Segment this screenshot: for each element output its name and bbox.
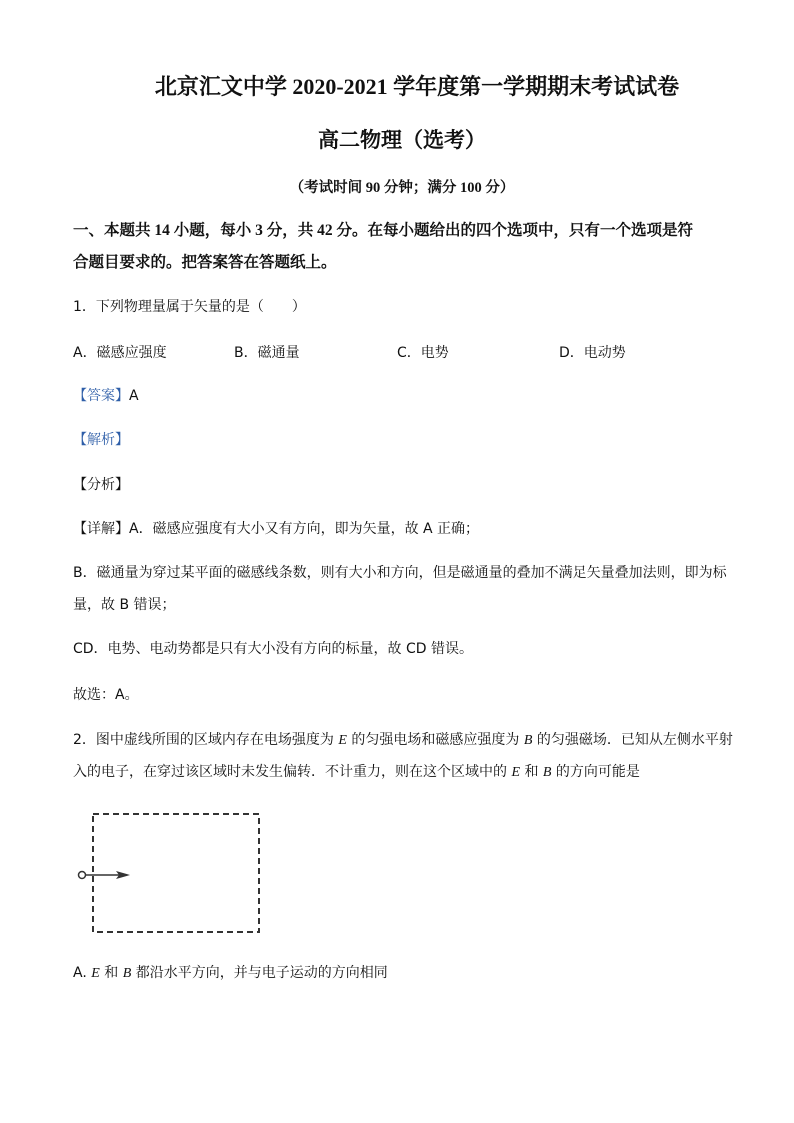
text-fragment: 的匀强电场和磁感应强度为 <box>346 732 524 748</box>
symbol-b: B <box>122 966 132 981</box>
question1-stem: 1．下列物理量属于矢量的是（ ） <box>73 299 306 315</box>
exam-title: 北京汇文中学 2020-2021 学年度第一学期期末考试试卷 <box>154 74 680 99</box>
detail-line2: B．磁通量为穿过某平面的磁感线条数，则有大小和方向，但是磁通量的叠加不满足矢量叠加法则，即为标 <box>73 565 727 581</box>
analysis-label: 【解析】 <box>73 432 129 448</box>
option-letter: D． <box>559 345 584 361</box>
question2-option-a <box>73 964 388 983</box>
symbol-b: B <box>523 733 533 748</box>
answer-label: 【答案】 <box>73 388 129 404</box>
section-instruction-line2: 合题目要求的。把答案答在答题纸上。 <box>73 254 337 271</box>
option-text: 电动势 <box>583 345 626 361</box>
text-fragment: 入的电子，在穿过该区域时未发生偏转．不计重力，则在这个区域中的 <box>73 764 512 780</box>
text-fragment: 的匀强磁场．已知从左侧水平射 <box>532 732 733 748</box>
option-letter: A． <box>73 345 97 361</box>
question2-stem-line1 <box>73 731 733 750</box>
exam-info: （考试时间 90 分钟；满分 100 分） <box>289 180 515 196</box>
text-fragment: 和 <box>520 764 543 780</box>
question1-option-b <box>234 342 300 362</box>
detail-line4: CD．电势、电动势都是只有大小没有方向的标量，故 CD 错误。 <box>73 641 474 657</box>
detail-label: 【详解】 <box>73 521 129 537</box>
option-text: 磁通量 <box>257 345 300 361</box>
symbol-e: E <box>338 733 347 748</box>
option-letter: B． <box>234 345 258 361</box>
option-letter: A. <box>73 965 92 981</box>
detail-line3: 量，故 B 错误； <box>73 597 176 613</box>
question1-option-d <box>559 342 626 362</box>
text-fragment: 2．图中虚线所围的区域内存在电场强度为 <box>73 732 339 748</box>
option-text: 磁感应强度 <box>96 345 167 361</box>
detail-line1 <box>73 520 479 538</box>
question1-answer <box>73 387 139 405</box>
section-instruction-line1: 一、本题共 14 小题，每小 3 分，共 42 分。在每小题给出的四个选项中，只有一个选项是符 <box>73 222 694 239</box>
field-region-figure <box>76 810 272 936</box>
symbol-e: E <box>511 765 521 780</box>
symbol-b: B <box>542 765 552 780</box>
detail-text: A．磁感应强度有大小又有方向，即为矢量，故 A 正确； <box>129 521 480 537</box>
fenxi-label: 【分析】 <box>73 477 129 493</box>
question1-option-c <box>397 342 449 362</box>
electron-icon <box>79 872 86 879</box>
text-fragment: 的方向可能是 <box>551 764 640 780</box>
exam-subtitle: 高二物理（选考） <box>318 128 486 152</box>
option-letter: C． <box>397 345 421 361</box>
question1-option-a <box>73 342 167 362</box>
conclusion: 故选：A。 <box>73 687 139 703</box>
answer-value: A <box>129 388 139 404</box>
question2-stem-line2 <box>73 763 640 782</box>
symbol-e: E <box>91 966 100 981</box>
text-fragment: 都沿水平方向，并与电子运动的方向相同 <box>131 965 388 981</box>
text-fragment: 和 <box>99 965 123 981</box>
option-text: 电势 <box>420 345 449 361</box>
